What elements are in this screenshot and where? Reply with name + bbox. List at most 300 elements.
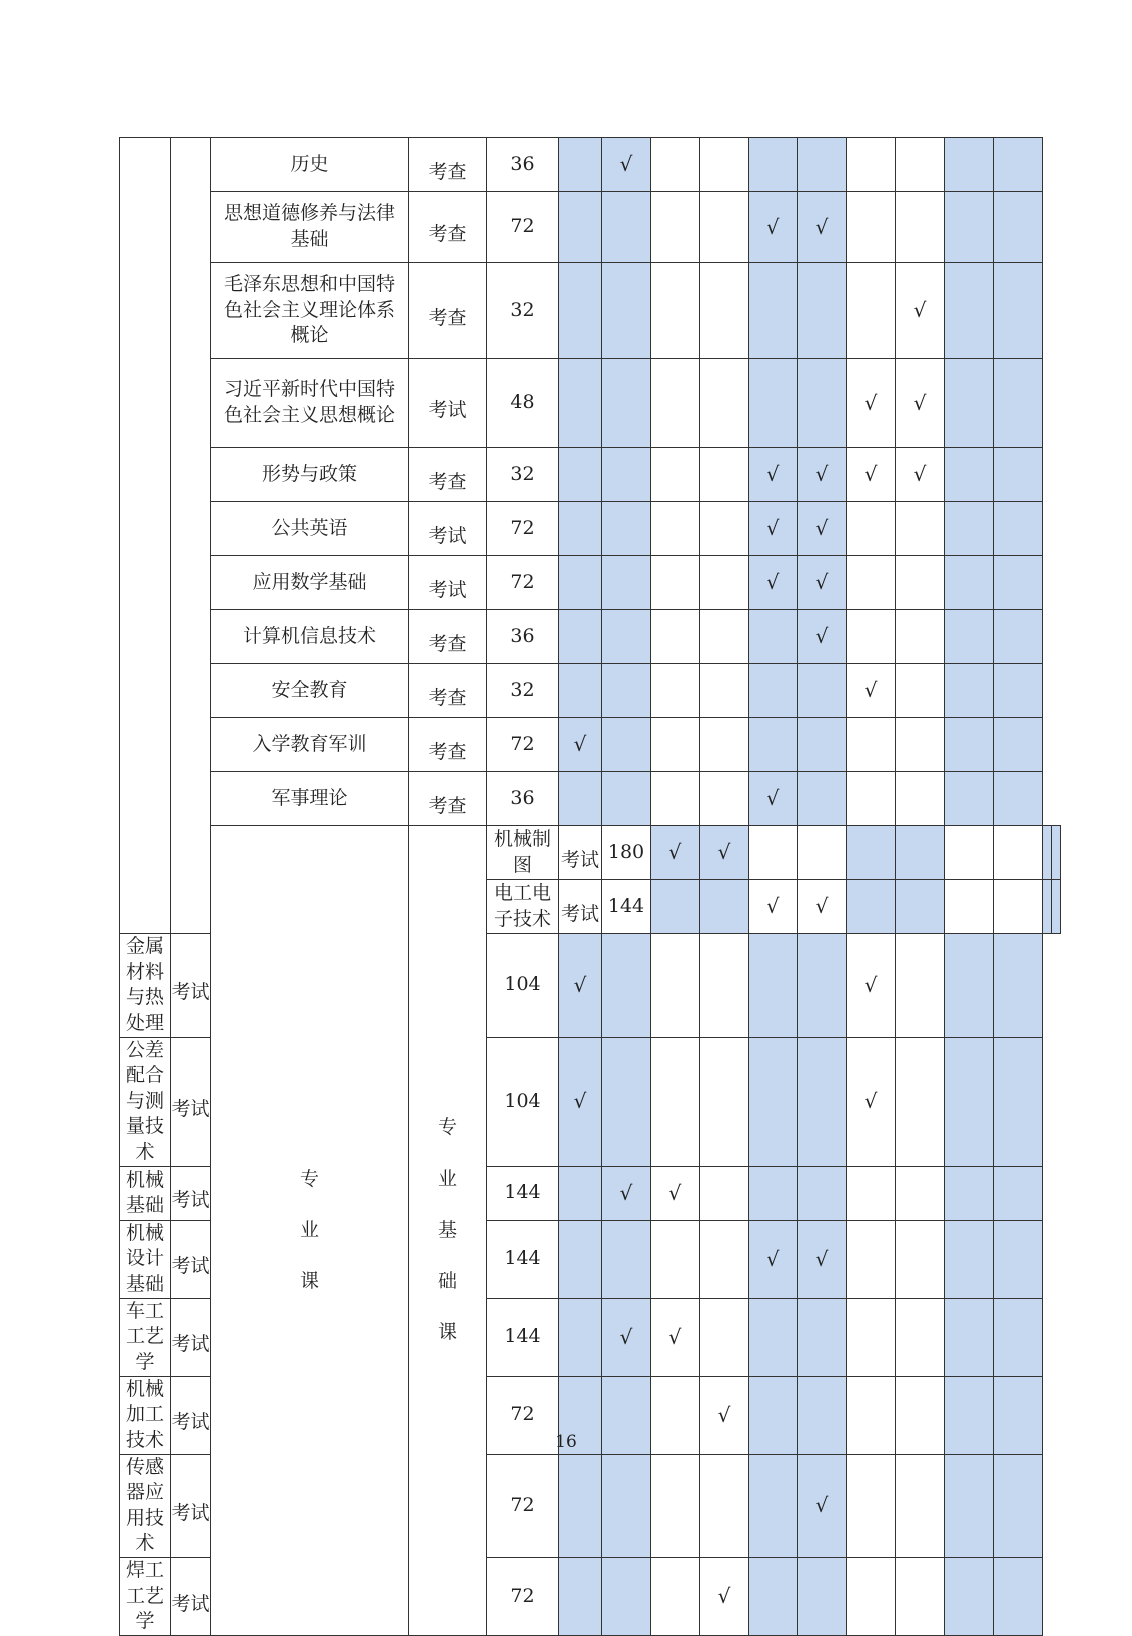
- term-9-cell: [1043, 826, 1052, 880]
- term-4-cell: [700, 718, 749, 772]
- term-8-cell: [896, 138, 945, 192]
- table-row: [120, 610, 1061, 664]
- term-1-cell: [559, 664, 602, 718]
- term-8-cell: [994, 880, 1043, 934]
- exam-type-cell: [559, 826, 602, 880]
- course-name: 毛泽东思想和中国特色社会主义理论体系概论: [211, 263, 409, 359]
- exam-type: 考查: [428, 160, 467, 183]
- term-9-cell: [945, 718, 994, 772]
- exam-type-cell: [171, 1220, 211, 1298]
- course-name: 历史: [211, 138, 409, 192]
- page-number: 16: [555, 1432, 577, 1452]
- term-2-cell: [602, 502, 651, 556]
- term-8-cell: [896, 610, 945, 664]
- term-10-cell: [994, 138, 1043, 192]
- term-7-cell: [847, 448, 896, 502]
- exam-type: 考查: [428, 686, 467, 709]
- term-7-cell: [847, 610, 896, 664]
- term-10-cell: [994, 664, 1043, 718]
- term-4-cell: [798, 880, 847, 934]
- term-3-cell: [651, 1037, 700, 1166]
- check-mark: √: [864, 390, 878, 415]
- term-3-cell: [651, 448, 700, 502]
- term-9-cell: [945, 556, 994, 610]
- term-7-cell: [847, 1220, 896, 1298]
- subcategory-label: 专业基础课: [438, 1116, 458, 1344]
- term-7-cell: [847, 138, 896, 192]
- exam-type-cell: [409, 556, 487, 610]
- subcategory-cell: [409, 826, 487, 1636]
- term-8-cell: [896, 772, 945, 826]
- term-1-cell: [559, 359, 602, 448]
- exam-type-cell: [171, 1037, 211, 1166]
- term-3-cell: [651, 263, 700, 359]
- term-5-cell: [749, 1166, 798, 1220]
- course-name: 机械制图: [487, 826, 559, 880]
- check-mark: √: [717, 1402, 731, 1427]
- term-7-cell: [847, 556, 896, 610]
- exam-type-cell: [409, 718, 487, 772]
- table-row: [120, 664, 1061, 718]
- exam-type-cell: [409, 502, 487, 556]
- course-hours: 32: [487, 664, 559, 718]
- term-10-cell: [994, 263, 1043, 359]
- exam-type-cell: [171, 1166, 211, 1220]
- term-8-cell: [896, 556, 945, 610]
- course-hours: 104: [487, 1037, 559, 1166]
- term-4-cell: [700, 934, 749, 1038]
- course-hours: 36: [487, 610, 559, 664]
- term-9-cell: [945, 772, 994, 826]
- exam-type: 考试: [171, 1097, 210, 1120]
- term-5-cell: [749, 138, 798, 192]
- term-9-cell: [945, 934, 994, 1038]
- table-row: [120, 263, 1061, 359]
- course-hours: 72: [487, 1454, 559, 1558]
- check-mark: √: [815, 624, 829, 648]
- check-mark: √: [864, 1089, 878, 1114]
- course-name: 计算机信息技术: [211, 610, 409, 664]
- course-name: 焊工工艺学: [120, 1558, 171, 1636]
- check-mark: √: [815, 570, 829, 594]
- course-name: 安全教育: [211, 664, 409, 718]
- exam-type: 考试: [428, 578, 467, 601]
- exam-type: 考查: [428, 306, 467, 329]
- term-7-cell: [847, 664, 896, 718]
- term-1-cell: [559, 263, 602, 359]
- term-8-cell: [994, 826, 1043, 880]
- term-6-cell: [798, 1454, 847, 1558]
- term-7-cell: [847, 1037, 896, 1166]
- term-7-cell: [847, 263, 896, 359]
- check-mark: √: [619, 1324, 633, 1349]
- course-name: 传感器应用技术: [120, 1454, 171, 1558]
- course-hours: 72: [487, 718, 559, 772]
- term-10-cell: [994, 556, 1043, 610]
- term-4-cell: [700, 502, 749, 556]
- term-6-cell: [798, 263, 847, 359]
- check-mark: √: [864, 972, 878, 997]
- term-3-cell: [651, 610, 700, 664]
- term-1-cell: [559, 1454, 602, 1558]
- term-7-cell: [945, 880, 994, 934]
- course-hours: 48: [487, 359, 559, 448]
- term-2-cell: [602, 448, 651, 502]
- check-mark: √: [573, 732, 587, 756]
- table-row: [120, 448, 1061, 502]
- check-mark: √: [815, 214, 829, 239]
- term-2-cell: [602, 934, 651, 1038]
- term-9-cell: [945, 1454, 994, 1558]
- term-1-cell: [559, 1166, 602, 1220]
- term-5-cell: [749, 502, 798, 556]
- term-2-cell: [602, 1037, 651, 1166]
- term-7-cell: [847, 718, 896, 772]
- check-mark: √: [864, 462, 878, 486]
- exam-type-cell: [171, 1558, 211, 1636]
- check-mark: √: [717, 1584, 731, 1609]
- term-9-cell: [945, 359, 994, 448]
- term-1-cell: [559, 1220, 602, 1298]
- course-name: 应用数学基础: [211, 556, 409, 610]
- term-10-cell: [994, 718, 1043, 772]
- exam-type-cell: [171, 934, 211, 1038]
- exam-type: 考试: [171, 1592, 210, 1615]
- course-hours: 32: [487, 263, 559, 359]
- term-4-cell: [700, 610, 749, 664]
- term-5-cell: [749, 448, 798, 502]
- exam-type-cell: [171, 1454, 211, 1558]
- term-5-cell: [749, 359, 798, 448]
- term-10-cell: [994, 772, 1043, 826]
- check-mark: √: [815, 894, 829, 918]
- term-8-cell: [896, 263, 945, 359]
- term-2-cell: [602, 718, 651, 772]
- term-9-cell: [945, 1037, 994, 1166]
- term-4-cell: [700, 1558, 749, 1636]
- exam-type-cell: [409, 610, 487, 664]
- term-9-cell: [945, 1298, 994, 1376]
- exam-type: 考试: [428, 524, 467, 547]
- term-10-cell: [994, 359, 1043, 448]
- term-9-cell: [945, 192, 994, 263]
- term-9-cell: [945, 502, 994, 556]
- term-6-cell: [798, 1037, 847, 1166]
- term-4-cell: [798, 826, 847, 880]
- term-1-cell: [559, 1558, 602, 1636]
- term-5-cell: [749, 556, 798, 610]
- exam-type-cell: [409, 664, 487, 718]
- term-3-cell: [651, 138, 700, 192]
- term-7-cell: [847, 1298, 896, 1376]
- course-hours: 32: [487, 448, 559, 502]
- term-3-cell: [651, 556, 700, 610]
- term-5-cell: [749, 1298, 798, 1376]
- category-cell: [211, 826, 409, 1636]
- term-1-cell: [559, 448, 602, 502]
- check-mark: √: [815, 516, 829, 540]
- term-9-cell: [945, 1220, 994, 1298]
- check-mark: √: [766, 214, 780, 239]
- term-8-cell: [896, 502, 945, 556]
- exam-type-cell: [409, 263, 487, 359]
- term-4-cell: [700, 263, 749, 359]
- check-mark: √: [668, 840, 682, 864]
- term-8-cell: [896, 1298, 945, 1376]
- term-1-cell: [651, 880, 700, 934]
- term-5-cell: [749, 772, 798, 826]
- term-2-cell: [602, 664, 651, 718]
- course-schedule-table: [119, 137, 1061, 1636]
- term-7-cell: [847, 934, 896, 1038]
- check-mark: √: [864, 678, 878, 702]
- course-hours: 36: [487, 138, 559, 192]
- table-row: [120, 502, 1061, 556]
- term-1-cell: [559, 556, 602, 610]
- term-4-cell: [700, 138, 749, 192]
- term-7-cell: [847, 1454, 896, 1558]
- check-mark: √: [573, 1089, 587, 1114]
- term-1-cell: [559, 1037, 602, 1166]
- exam-type: 考试: [428, 399, 467, 422]
- term-6-cell: [896, 880, 945, 934]
- term-4-cell: [700, 1037, 749, 1166]
- exam-type-cell: [559, 880, 602, 934]
- term-5-cell: [749, 1220, 798, 1298]
- term-4-cell: [700, 1298, 749, 1376]
- term-10-cell: [994, 1037, 1043, 1166]
- term-4-cell: [700, 359, 749, 448]
- term-8-cell: [896, 192, 945, 263]
- term-5-cell: [749, 718, 798, 772]
- term-1-cell: [559, 772, 602, 826]
- term-8-cell: [896, 664, 945, 718]
- term-8-cell: [896, 718, 945, 772]
- term-2-cell: [602, 192, 651, 263]
- term-9-cell: [945, 1558, 994, 1636]
- term-9-cell: [945, 448, 994, 502]
- term-6-cell: [798, 1166, 847, 1220]
- term-4-cell: [700, 448, 749, 502]
- term-9-cell: [945, 664, 994, 718]
- term-8-cell: [896, 1558, 945, 1636]
- term-5-cell: [749, 263, 798, 359]
- course-hours: 144: [487, 1220, 559, 1298]
- term-3-cell: [651, 934, 700, 1038]
- term-1-cell: [559, 610, 602, 664]
- term-3-cell: [651, 1298, 700, 1376]
- term-3-cell: [651, 1454, 700, 1558]
- term-6-cell: [798, 1558, 847, 1636]
- check-mark: √: [619, 152, 633, 176]
- term-8-cell: [896, 1220, 945, 1298]
- term-2-cell: [602, 359, 651, 448]
- term-6-cell: [798, 448, 847, 502]
- check-mark: √: [766, 894, 780, 918]
- term-4-cell: [700, 1220, 749, 1298]
- term-2-cell: [602, 1298, 651, 1376]
- term-3-cell: [749, 880, 798, 934]
- term-9-cell: [945, 263, 994, 359]
- term-10-cell: [994, 192, 1043, 263]
- check-mark: √: [913, 390, 927, 415]
- term-2-cell: [602, 1220, 651, 1298]
- term-5-cell: [847, 880, 896, 934]
- term-10-cell: [994, 1454, 1043, 1558]
- term-10-cell: [994, 1558, 1043, 1636]
- course-name: 入学教育军训: [211, 718, 409, 772]
- term-3-cell: [651, 1166, 700, 1220]
- course-name: 机械设计基础: [120, 1220, 171, 1298]
- term-3-cell: [651, 772, 700, 826]
- check-mark: √: [573, 972, 587, 997]
- term-8-cell: [896, 1454, 945, 1558]
- term-10-cell: [994, 502, 1043, 556]
- check-mark: √: [815, 1493, 829, 1518]
- term-8-cell: [896, 448, 945, 502]
- term-2-cell: [700, 826, 749, 880]
- exam-type-cell: [409, 772, 487, 826]
- term-2-cell: [602, 772, 651, 826]
- check-mark: √: [913, 462, 927, 486]
- term-6-cell: [798, 359, 847, 448]
- table-row: [120, 138, 1061, 192]
- term-2-cell: [602, 1558, 651, 1636]
- term-6-cell: [798, 556, 847, 610]
- check-mark: √: [766, 1246, 780, 1271]
- term-4-cell: [700, 1166, 749, 1220]
- term-1-cell: [559, 718, 602, 772]
- exam-type: 考试: [171, 1411, 210, 1434]
- term-6-cell: [798, 718, 847, 772]
- term-2-cell: [602, 1166, 651, 1220]
- term-5-cell: [749, 1558, 798, 1636]
- course-hours: 144: [487, 1298, 559, 1376]
- term-2-cell: [602, 1454, 651, 1558]
- term-1-cell: [559, 192, 602, 263]
- check-mark: √: [766, 516, 780, 540]
- term-6-cell: [798, 138, 847, 192]
- course-name: 军事理论: [211, 772, 409, 826]
- exam-type: 考试: [171, 1501, 210, 1524]
- term-8-cell: [896, 1037, 945, 1166]
- check-mark: √: [668, 1324, 682, 1349]
- term-9-cell: [945, 1166, 994, 1220]
- term-3-cell: [651, 718, 700, 772]
- term-7-cell: [847, 359, 896, 448]
- term-6-cell: [896, 826, 945, 880]
- term-3-cell: [651, 1220, 700, 1298]
- exam-type: 考试: [560, 902, 599, 925]
- term-8-cell: [896, 359, 945, 448]
- exam-type: 考查: [428, 223, 467, 246]
- course-hours: 72: [487, 192, 559, 263]
- term-10-cell: [994, 1220, 1043, 1298]
- check-mark: √: [717, 840, 731, 864]
- term-2-cell: [602, 263, 651, 359]
- term-7-cell: [847, 772, 896, 826]
- term-2-cell: [602, 610, 651, 664]
- term-10-cell: [994, 934, 1043, 1038]
- table-row: [120, 772, 1061, 826]
- course-name: 机械基础: [120, 1166, 171, 1220]
- term-10-cell: [1052, 826, 1061, 880]
- term-7-cell: [847, 1558, 896, 1636]
- term-4-cell: [700, 1454, 749, 1558]
- term-5-cell: [749, 610, 798, 664]
- course-hours: 144: [602, 880, 651, 934]
- term-4-cell: [700, 192, 749, 263]
- term-5-cell: [749, 934, 798, 1038]
- term-1-cell: [559, 138, 602, 192]
- term-6-cell: [798, 772, 847, 826]
- term-3-cell: [651, 664, 700, 718]
- term-5-cell: [749, 1037, 798, 1166]
- term-5-cell: [749, 664, 798, 718]
- term-6-cell: [798, 934, 847, 1038]
- course-hours: 72: [487, 1376, 559, 1454]
- table-row: [120, 359, 1061, 448]
- table-row: [120, 826, 1061, 880]
- check-mark: √: [815, 1246, 829, 1271]
- term-6-cell: [798, 192, 847, 263]
- term-2-cell: [602, 138, 651, 192]
- course-hours: 180: [602, 826, 651, 880]
- course-hours: 72: [487, 556, 559, 610]
- exam-type: 考试: [171, 1333, 210, 1356]
- check-mark: √: [766, 462, 780, 486]
- term-3-cell: [651, 1558, 700, 1636]
- term-7-cell: [847, 192, 896, 263]
- check-mark: √: [619, 1180, 633, 1205]
- term-9-cell: [945, 610, 994, 664]
- term-4-cell: [700, 772, 749, 826]
- course-hours: 72: [487, 502, 559, 556]
- term-4-cell: [700, 664, 749, 718]
- check-mark: √: [766, 786, 780, 810]
- course-hours: 72: [487, 1558, 559, 1636]
- course-hours: 144: [487, 1166, 559, 1220]
- term-3-cell: [651, 192, 700, 263]
- term-7-cell: [945, 826, 994, 880]
- course-name: 电工电子技术: [487, 880, 559, 934]
- exam-type: 考试: [171, 981, 210, 1004]
- exam-type: 考试: [171, 1255, 210, 1278]
- course-name: 形势与政策: [211, 448, 409, 502]
- table-row: [120, 718, 1061, 772]
- term-8-cell: [896, 934, 945, 1038]
- exam-type: 考试: [171, 1189, 210, 1212]
- exam-type-cell: [409, 138, 487, 192]
- table-row: [120, 556, 1061, 610]
- term-5-cell: [847, 826, 896, 880]
- course-hours: 104: [487, 934, 559, 1038]
- term-6-cell: [798, 610, 847, 664]
- term-7-cell: [847, 1166, 896, 1220]
- term-10-cell: [994, 448, 1043, 502]
- check-mark: √: [815, 462, 829, 486]
- term-1-cell: [559, 1298, 602, 1376]
- term-5-cell: [749, 1454, 798, 1558]
- check-mark: √: [668, 1180, 682, 1205]
- course-name: 机械加工技术: [120, 1376, 171, 1454]
- course-name: 公共英语: [211, 502, 409, 556]
- category-cell: [120, 138, 171, 934]
- exam-type-cell: [409, 192, 487, 263]
- exam-type: 考查: [428, 740, 467, 763]
- term-6-cell: [798, 664, 847, 718]
- term-6-cell: [798, 1220, 847, 1298]
